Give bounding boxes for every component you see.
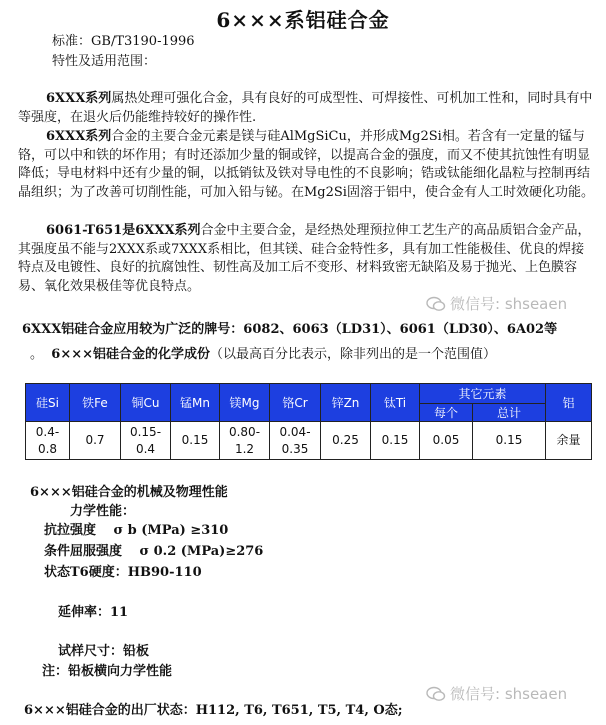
header-al: 铝 — [546, 384, 592, 422]
delivery-states: 6×××铝硅合金的出厂状态：H112, T6, T651, T5, T4, O态; — [24, 703, 403, 718]
paragraph-3-text: 合金中主要合金，是经热处理预拉伸工艺生产的高品质铝合金产品，其强度虽不能与2XXX系或7XXX系相比，但其镁、硅合金特性多，具有加工性能极佳、优良的焊接特点及电镀性、良好的抗腐蚀性、韧性高及加工后不变形、材料致密无缺陷及易于抛光、上色膜容易、氧化效果极佳等优良特点。 — [18, 223, 591, 294]
header-mn: 锰Mn — [171, 384, 220, 422]
watermark-text: 微信号: shseaen — [450, 295, 568, 313]
header-other: 其它元素 — [420, 384, 546, 404]
features-heading: 特性及适用范围： — [52, 54, 157, 69]
value-ti: 0.15 — [371, 422, 420, 460]
header-other-each: 每个 — [420, 404, 473, 422]
yield-strength: 条件屈服强度 σ 0.2 (MPa)≥276 — [44, 544, 264, 559]
value-mg-line2: 1.2 — [234, 441, 255, 456]
header-mg: 镁Mg — [220, 384, 270, 422]
paragraph-1-text: 属热处理可强化合金，具有良好的可成型性、可焊接性、可机加工性和，同时具有中等强度，在退火后仍能维持较好的操作性. — [18, 91, 593, 125]
watermark-bottom — [426, 683, 567, 704]
value-cu — [121, 422, 171, 460]
specimen-note: 注：铅板横向力学性能 — [42, 664, 173, 679]
paragraph-1 — [18, 90, 594, 127]
paragraph-3 — [18, 222, 594, 296]
paragraph-3-lead: 6061-T651是6XXX系列 — [46, 223, 201, 238]
applications-line: 6XXX铝硅合金应用较为广泛的牌号：6082、6063（LD31）、6061（LD30）、6A02等 — [22, 322, 558, 337]
header-ti: 钛Ti — [371, 384, 420, 422]
header-other-total: 总计 — [473, 404, 546, 422]
value-cr — [270, 422, 321, 460]
wechat-icon — [426, 296, 446, 312]
value-si — [26, 422, 70, 460]
t6-hardness: 状态T6硬度：HB90-110 — [44, 565, 202, 580]
elongation: 延伸率：11 — [58, 605, 129, 620]
value-zn: 0.25 — [321, 422, 371, 460]
header-zn: 锌Zn — [321, 384, 371, 422]
header-cu: 铜Cu — [121, 384, 171, 422]
value-fe: 0.7 — [70, 422, 121, 460]
composition-table — [25, 383, 592, 460]
value-si-line2: 0.8 — [37, 441, 58, 456]
paragraph-2-lead: 6XXX系列 — [46, 129, 112, 144]
value-cr-line2: 0.35 — [281, 441, 309, 456]
props-heading: 力学性能： — [70, 504, 136, 519]
value-cu-line1: 0.15- — [129, 424, 162, 439]
value-other-each: 0.05 — [420, 422, 473, 460]
standard-line: 标准：GB/T3190-1996 — [52, 34, 195, 49]
value-si-line1: 0.4- — [35, 424, 60, 439]
value-mg — [220, 422, 270, 460]
value-mn: 0.15 — [171, 422, 220, 460]
paragraph-1-lead: 6XXX系列 — [46, 91, 112, 106]
header-fe: 铁Fe — [70, 384, 121, 422]
page-title: 6×××系铝硅合金 — [216, 8, 390, 32]
value-other-total: 0.15 — [473, 422, 546, 460]
header-cr: 铬Cr — [270, 384, 321, 422]
value-mg-line1: 0.80- — [228, 424, 261, 439]
value-cu-line2: 0.4 — [135, 441, 156, 456]
chem-heading-line — [30, 343, 496, 362]
header-si: 硅Si — [26, 384, 70, 422]
bullet: 。 — [30, 347, 44, 362]
value-al: 余量 — [546, 422, 592, 460]
mechanical-heading: 6×××铝硅合金的机械及物理性能 — [30, 485, 228, 500]
specimen-size: 试样尺寸：铅板 — [58, 644, 150, 659]
watermark-top — [426, 293, 567, 314]
paragraph-2 — [18, 128, 594, 202]
value-cr-line1: 0.04- — [279, 424, 311, 439]
tensile-strength: 抗拉强度 σ b (MPa) ≥310 — [44, 523, 229, 538]
chem-note: （以最高百分比表示，除非列出的是一个范围值） — [210, 347, 497, 362]
wechat-icon — [426, 686, 446, 702]
chem-heading: 6×××铝硅合金的化学成份 — [51, 347, 211, 362]
paragraph-2-text: 合金的主要合金元素是镁与硅AlMgSiCu，并形成Mg2Si相。若含有一定量的锰与铬，可以中和铁的坏作用；有时还添加少量的铜或锌，以提高合金的强度，而又不使其抗蚀性有明显降低；导电材料中还有少量的铜，以抵销钛及铁对导电性的不良影响；锆或钛能细化晶粒与控制再结晶组织；为了改善可切削性能，可加入铅与铋。在Mg2Si固溶于铝中，使合金有人工时效硬化功能。 — [18, 129, 594, 200]
watermark-text: 微信号: shseaen — [450, 685, 568, 703]
